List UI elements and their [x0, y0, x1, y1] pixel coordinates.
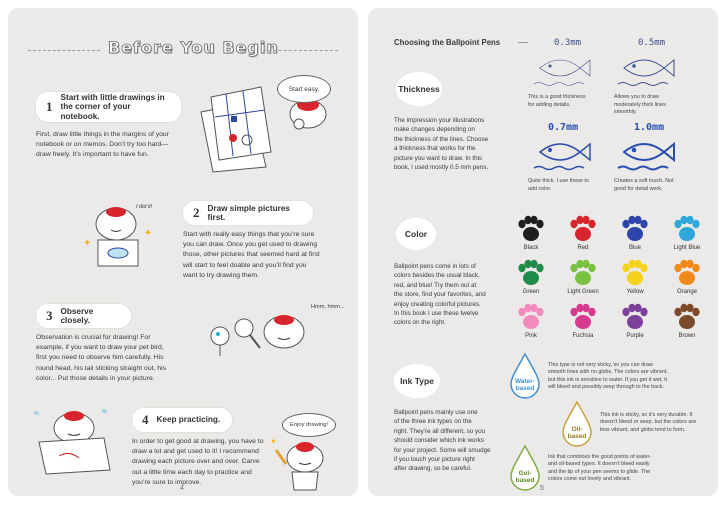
ink-description: Ink that combines the good points of water- and oil-based types. It doesn’t bleed easily and the tip of your pen seems to glide. The colors come out lovely and vibrant.: [548, 454, 652, 483]
left-page: [8, 8, 358, 496]
section-heading-3: [36, 304, 131, 328]
water-based-drop-icon: [508, 352, 542, 400]
ink-type-label: Oil- based: [567, 426, 587, 440]
section-number: 3: [46, 308, 53, 323]
color-swatch-label: Brown: [678, 333, 696, 339]
color-swatch-label: Orange: [676, 289, 697, 295]
paw-swatch-icon: [568, 258, 598, 288]
section-number: 4: [142, 412, 149, 427]
pen-size-caption: Allows you to draw moderately thick lines smoothly.: [614, 94, 666, 116]
color-swatch-label: Purple: [626, 333, 644, 339]
ink-type-label: Gel- based: [515, 470, 535, 484]
title-divider: [28, 50, 100, 51]
color-swatch-label: Red: [577, 245, 589, 251]
speech-bubble: Start easy.: [277, 75, 331, 103]
page-title: Before You Begin: [108, 38, 279, 57]
section-title: Start with little drawings in the corner of your notebook.: [60, 92, 165, 121]
section-title: Draw simple pictures first.: [207, 203, 290, 222]
paw-swatch-icon: [672, 214, 702, 244]
section-heading-4: [132, 408, 232, 432]
pen-size-caption: Quite thick. I use these to add color.: [528, 178, 589, 192]
thickness-body: The impression your illustrations make changes depending on the thickness of the lines. Choose a thickness that works for the picture you want to draw. In this book, I used mostly 0.5 mm pens.: [394, 117, 489, 172]
speech-bubble: Enjoy drawing!: [282, 413, 336, 437]
color-swatch-label: Fuchsia: [572, 333, 594, 339]
ink-body: Ballpoint pens mainly use one of the three ink types on the right. They’re all different, so you should consider which ink works for your project. Some will smudge if you touch your picture right after drawing, so be careful.: [394, 409, 491, 473]
color-swatch-label: Pink: [525, 333, 537, 339]
thickness-samples: [518, 36, 718, 206]
section-heading-1: [36, 92, 181, 122]
page-number: 5: [540, 485, 544, 492]
pen-size-caption: This is a good thickness for adding details.: [528, 94, 586, 108]
pen-size-label: 0.5mm: [638, 38, 666, 48]
fish-sample-icon: [618, 48, 678, 88]
ink-description: This ink is sticky, so it’s very durable. It doesn’t bleed or seep, but the colors are less vibrant, and globs tend to form.: [600, 412, 697, 433]
section-body-2: Start with really easy things that you’re sure you can draw. Once you get used to drawing those, other pictures that seemed hard at first will start to feel doable and you’ll find you want to try drawing them.: [183, 231, 320, 279]
color-swatch-label: Green: [522, 289, 540, 295]
page-title: Choosing the Ballpoint Pens: [394, 38, 501, 47]
pen-size-caption: Creates a soft touch. Not good for detail work.: [614, 178, 674, 192]
section-heading-2: [183, 201, 313, 225]
cat-observing-bird-illustration: [202, 300, 312, 366]
color-body: Ballpoint pens come in lots of colors besides the usual black, red, and blue! Try them out at the store, find your favorites, and enjoy creating colorful pictures. In this book I use these twelve colors on the right.: [394, 263, 486, 327]
gel-based-drop-icon: [508, 444, 542, 492]
section-number: 2: [193, 205, 200, 220]
paw-swatch-icon: [672, 258, 702, 288]
section-title: Keep practicing.: [156, 415, 221, 425]
color-swatch-label: Light Blue: [673, 245, 701, 251]
svg-text:✦: ✦: [144, 228, 153, 239]
section-body-4: In order to get good at drawing, you have to draw a lot and get used to it! I recommend drawing each picture over and over. Carve out a little time each day to practice and you’re sure to improve.: [132, 438, 264, 486]
svg-text:≈: ≈: [102, 406, 107, 416]
section-body-1: First, draw little things in the margins of your notebook or on memos. Don’t try too hard— draw freely. It’s important to have fun.: [36, 131, 169, 159]
section-number: 1: [46, 99, 53, 114]
section-label-color: Color: [396, 218, 436, 250]
paw-swatch-icon: [568, 214, 598, 244]
pen-size-label: 1.0mm: [634, 122, 665, 133]
title-divider: [263, 50, 338, 51]
fish-sample-icon: [534, 48, 594, 88]
paw-swatch-icon: [568, 302, 598, 332]
paw-swatch-icon: [620, 258, 650, 288]
fish-sample-icon: [618, 132, 678, 172]
right-page: [368, 8, 718, 496]
color-swatch-label: Yellow: [626, 289, 644, 295]
hmm-bubble: Hmm, hmm...: [311, 304, 345, 310]
cat-drawing-illustration: [34, 404, 116, 476]
color-swatch-label: Black: [523, 245, 539, 251]
paw-swatch-icon: [620, 302, 650, 332]
pen-size-label: 0.3mm: [554, 38, 582, 48]
page-number: 4: [180, 485, 184, 492]
fish-sample-icon: [534, 132, 594, 172]
pen-size-label: 0.7mm: [548, 122, 579, 133]
color-swatch-grid: [506, 212, 716, 346]
paw-swatch-icon: [620, 214, 650, 244]
svg-text:✦: ✦: [270, 437, 277, 446]
paw-swatch-icon: [516, 214, 546, 244]
ink-type-label: Water- based: [515, 378, 535, 392]
paw-swatch-icon: [516, 258, 546, 288]
section-body-3: Observation is crucial for drawing! For example, if you want to draw your pet bird, first you need to observe him carefully. His round head, his tail sticking straight out, his color... Put those details in your picture.: [36, 334, 166, 382]
color-swatch-label: Blue: [628, 245, 641, 251]
paw-swatch-icon: [672, 302, 702, 332]
section-title: Observe closely.: [60, 306, 94, 325]
svg-text:≈: ≈: [34, 408, 39, 418]
section-label-thickness: Thickness: [396, 72, 442, 106]
section-label-ink-type: Ink Type: [394, 364, 440, 398]
paw-swatch-icon: [516, 302, 546, 332]
svg-text:✦: ✦: [83, 238, 92, 249]
did-it-bubble: I did it!: [136, 204, 153, 210]
oil-based-drop-icon: [560, 400, 594, 448]
cat-with-pencil-illustration: [270, 436, 340, 492]
color-swatch-label: Light Green: [567, 289, 599, 295]
ink-description: This type is not very sticky, so you can draw smooth lines with no globs. The colors are vibrant, but this ink is sensitive to water. If you get it wet, it will bleed and possibly seep through to the back.: [548, 362, 668, 391]
